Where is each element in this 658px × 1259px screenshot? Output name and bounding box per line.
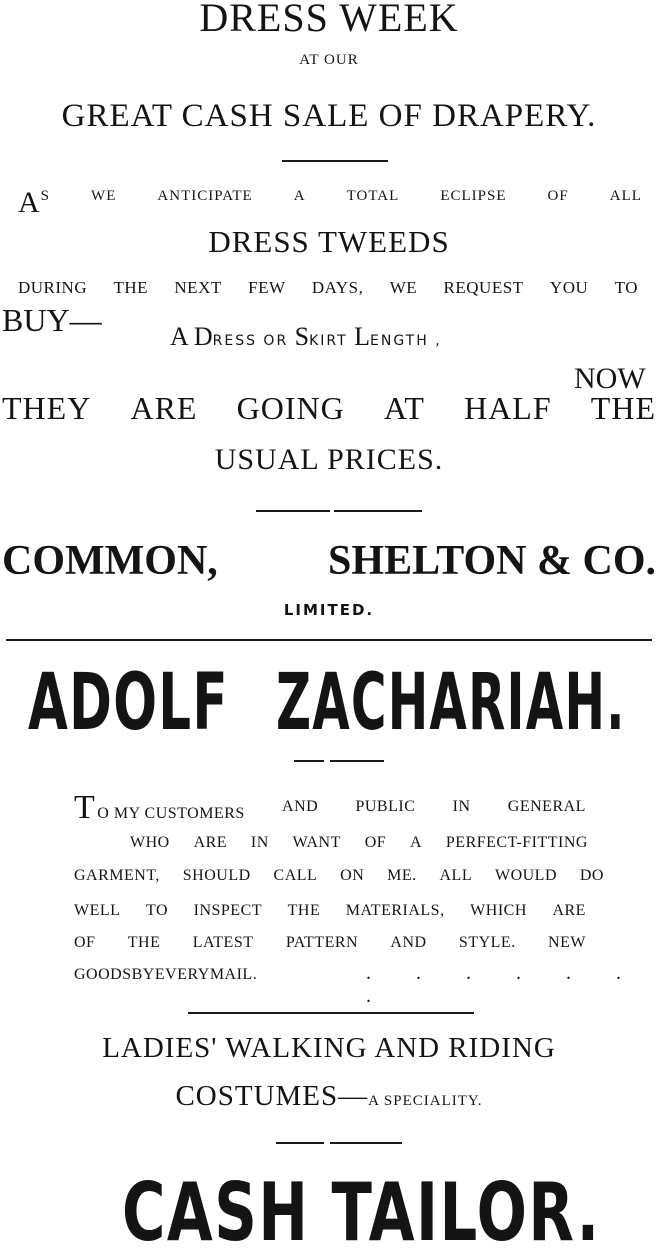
word: HALF — [464, 390, 552, 426]
word: SHOULD — [182, 867, 251, 884]
word: YOU — [549, 278, 589, 297]
usual-prices-text: USUAL PRICES. — [214, 443, 444, 476]
word: CALL — [273, 867, 318, 884]
word: PERFECT-FITTING — [445, 834, 588, 851]
word: OF — [74, 934, 96, 951]
divider-rule — [334, 510, 422, 512]
costumes-speciality-line — [0, 1080, 658, 1113]
word: DO — [579, 867, 604, 884]
word: WANT — [292, 834, 341, 851]
word: WHO — [130, 834, 170, 851]
word: PATTERN — [285, 934, 359, 951]
divider-rule — [256, 510, 330, 512]
word: THE — [127, 934, 161, 951]
going-at-half-line — [2, 390, 656, 427]
leader-dots: . . . . . . . — [366, 962, 641, 1007]
divider-rule — [276, 1142, 324, 1144]
word: ON — [340, 867, 365, 884]
word: ALL — [609, 188, 642, 204]
word: THE — [590, 390, 656, 426]
word: ECLIPSE — [440, 188, 507, 204]
word: IN — [452, 798, 471, 815]
at-our-text: AT OUR — [299, 52, 359, 68]
word: PUBLIC — [355, 798, 416, 815]
word: NEXT — [174, 278, 222, 297]
word: ARE — [193, 834, 228, 851]
word: GOING — [236, 390, 345, 426]
word: ARE — [552, 902, 586, 919]
word: AND — [390, 934, 427, 951]
dress-or-skirt-length-text: A DRESS OR SKIRT LENGTH , — [170, 322, 442, 351]
dropcap-a-with-s: AS — [18, 186, 51, 219]
word: WELL — [74, 902, 121, 919]
word: SHELTON & CO. — [328, 538, 656, 584]
word: REQUEST — [443, 278, 524, 297]
word: STYLE. — [458, 934, 516, 951]
divider-rule — [330, 1142, 402, 1144]
word: MATERIALS, — [345, 902, 445, 919]
body-line — [74, 867, 604, 885]
now-text: NOW — [574, 362, 646, 395]
buy-text: BUY— — [2, 302, 102, 338]
word: OF — [364, 834, 387, 851]
costumes-text: COSTUMES— — [175, 1080, 369, 1112]
speciality-text: A SPECIALITY. — [368, 1093, 483, 1109]
word: WOULD — [494, 867, 558, 884]
word: EVERY — [154, 966, 210, 983]
dropcap-word: T O MY CUSTOMERS — [74, 789, 245, 826]
headline-dress-week: DRESS WEEK — [199, 0, 459, 40]
body-line — [130, 834, 588, 852]
word: IN — [250, 834, 269, 851]
word: WE — [91, 188, 117, 204]
word: ARE — [130, 390, 198, 426]
cash-tailor-heading: CASH TAILOR. — [122, 1166, 601, 1259]
dress-tweeds-heading: DRESS TWEEDS — [208, 224, 450, 259]
word: GENERAL — [507, 798, 586, 815]
word: FEW — [248, 278, 286, 297]
body-line — [74, 789, 586, 826]
word: COMMON, — [2, 538, 218, 584]
word: INSPECT — [193, 902, 263, 919]
word: ALL — [439, 867, 473, 884]
word: NEW — [548, 934, 586, 951]
divider-rule — [330, 760, 384, 762]
body-line — [74, 966, 258, 984]
word: OF — [547, 188, 569, 204]
limited-text: LIMITED. — [283, 601, 375, 619]
word: GOODS — [74, 966, 132, 983]
word: AND — [282, 798, 319, 815]
word: A — [293, 188, 306, 204]
word: DAYS, — [311, 278, 364, 297]
word: AT — [383, 390, 425, 426]
word: GARMENT, — [74, 867, 160, 884]
anticipate-line — [18, 188, 642, 218]
zachariah-heading: ZACHARIAH. — [276, 658, 626, 748]
great-cash-sale-heading: GREAT CASH SALE OF DRAPERY. — [61, 98, 597, 134]
word: WE — [389, 278, 418, 297]
word: TOTAL — [346, 188, 400, 204]
body-line — [74, 902, 586, 920]
word: A — [410, 834, 423, 851]
during-line — [18, 278, 638, 298]
ladies-costumes-heading: LADIES' WALKING AND RIDING — [102, 1032, 556, 1064]
company-name — [2, 537, 656, 585]
body-line — [74, 934, 586, 952]
word: TO — [614, 278, 638, 297]
word: THE — [113, 278, 149, 297]
divider-rule — [282, 160, 388, 162]
divider-rule — [188, 1012, 474, 1014]
word: DURING — [18, 278, 88, 297]
word: TO — [146, 902, 169, 919]
word: ME. — [387, 867, 417, 884]
word: MAIL. — [209, 966, 258, 983]
word: ANTICIPATE — [157, 188, 253, 204]
column-separator-rule — [6, 639, 652, 641]
divider-rule — [294, 760, 324, 762]
word: THE — [287, 902, 321, 919]
word: THEY — [2, 390, 92, 426]
word: WHICH — [470, 902, 527, 919]
word: LATEST — [192, 934, 254, 951]
adolf-heading: ADOLF — [28, 658, 229, 748]
word: BY — [131, 966, 155, 983]
